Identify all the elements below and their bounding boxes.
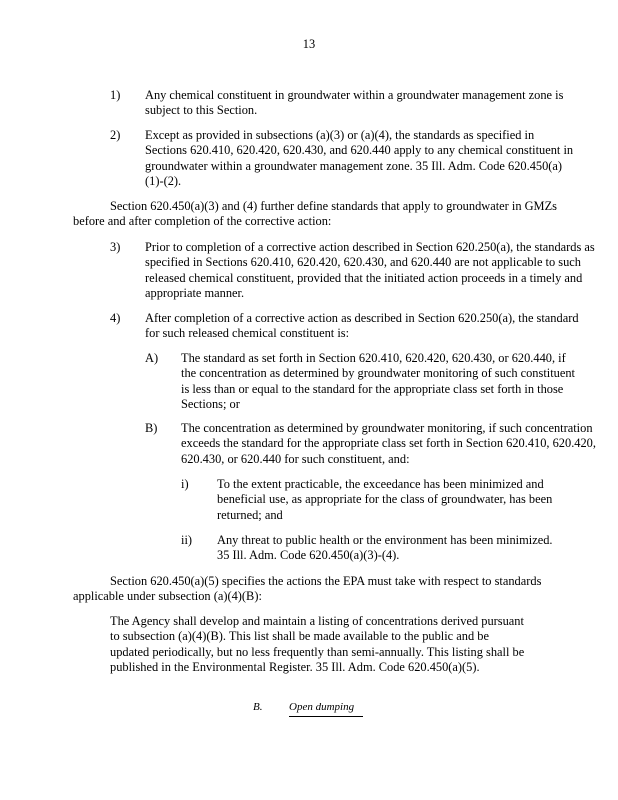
section-heading-letter: B.: [253, 701, 263, 713]
sub-item-letter: B): [145, 421, 158, 435]
section-paragraph: Section 620.450(a)(5) specifies the actions the EPA must take with respect to standards applicable under subsection (a)(4)(B):: [73, 574, 542, 604]
list-item-text: Except as provided in subsections (a)(3) or (a)(4), the standards as specified in Sections 620.410, 620.420, 620.430, and 620.440 apply to any chemical constituent in groundwater within a groundwater management zone. 35 Ill. Adm. Code 620.450(a)(1)-(2).: [145, 128, 574, 189]
roman-item-text: To the extent practicable, the exceedance has been minimized and beneficial use, as appropriate for the class of groundwater, has been returned; and: [217, 477, 553, 522]
list-item-text: Any chemical constituent in groundwater within a groundwater management zone is subject to this Section.: [145, 88, 564, 118]
roman-item-number: ii): [181, 533, 193, 547]
list-item-text: After completion of a corrective action as described in Section 620.250(a), the standard for such released chemical constituent is:: [145, 311, 579, 341]
intro-paragraph: Section 620.450(a)(3) and (4) further define standards that apply to groundwater in GMZs before and after completion of the corrective action:: [73, 199, 557, 229]
section-heading-title: Open dumping: [289, 700, 363, 717]
page-number: 13: [302, 37, 316, 51]
sub-item-text: The standard as set forth in Section 620.410, 620.420, 620.430, or 620.440, if the concentration as determined by groundwater monitoring of such constituent is less than or equal to the standard for the appropriate class set forth in those Sections; or: [181, 351, 575, 412]
item-number: 2): [110, 128, 121, 142]
item-number: 1): [110, 88, 121, 102]
item-number: 4): [110, 311, 121, 325]
roman-item-number: i): [181, 477, 189, 491]
list-item-text: Prior to completion of a corrective action described in Section 620.250(a), the standards as specified in Sections 620.410, 620.420, 620.430, and 620.440 are not applicable to such released chemical constituent, provided that the initiated action proceeds in a timely and appropriate manner.: [145, 240, 595, 301]
block-quote: The Agency shall develop and maintain a listing of concentrations derived pursuant to subsection (a)(4)(B). This list shall be made available to the public and be updated periodically, but no less frequently than semi-annually. This listing shall be published in the Environmental Register. 35 Ill. Adm. Code 620.450(a)(5).: [110, 614, 525, 675]
sub-item-letter: A): [145, 351, 159, 365]
item-number: 3): [110, 240, 121, 254]
sub-item-text: The concentration as determined by groundwater monitoring, if such concentration exceeds the standard for the appropriate class set forth in Section 620.410, 620.420, 620.430, or 620.440 for such constituent, and:: [181, 421, 596, 466]
roman-item-text: Any threat to public health or the environment has been minimized. 35 Ill. Adm. Code 620.450(a)(3)-(4).: [217, 533, 553, 563]
